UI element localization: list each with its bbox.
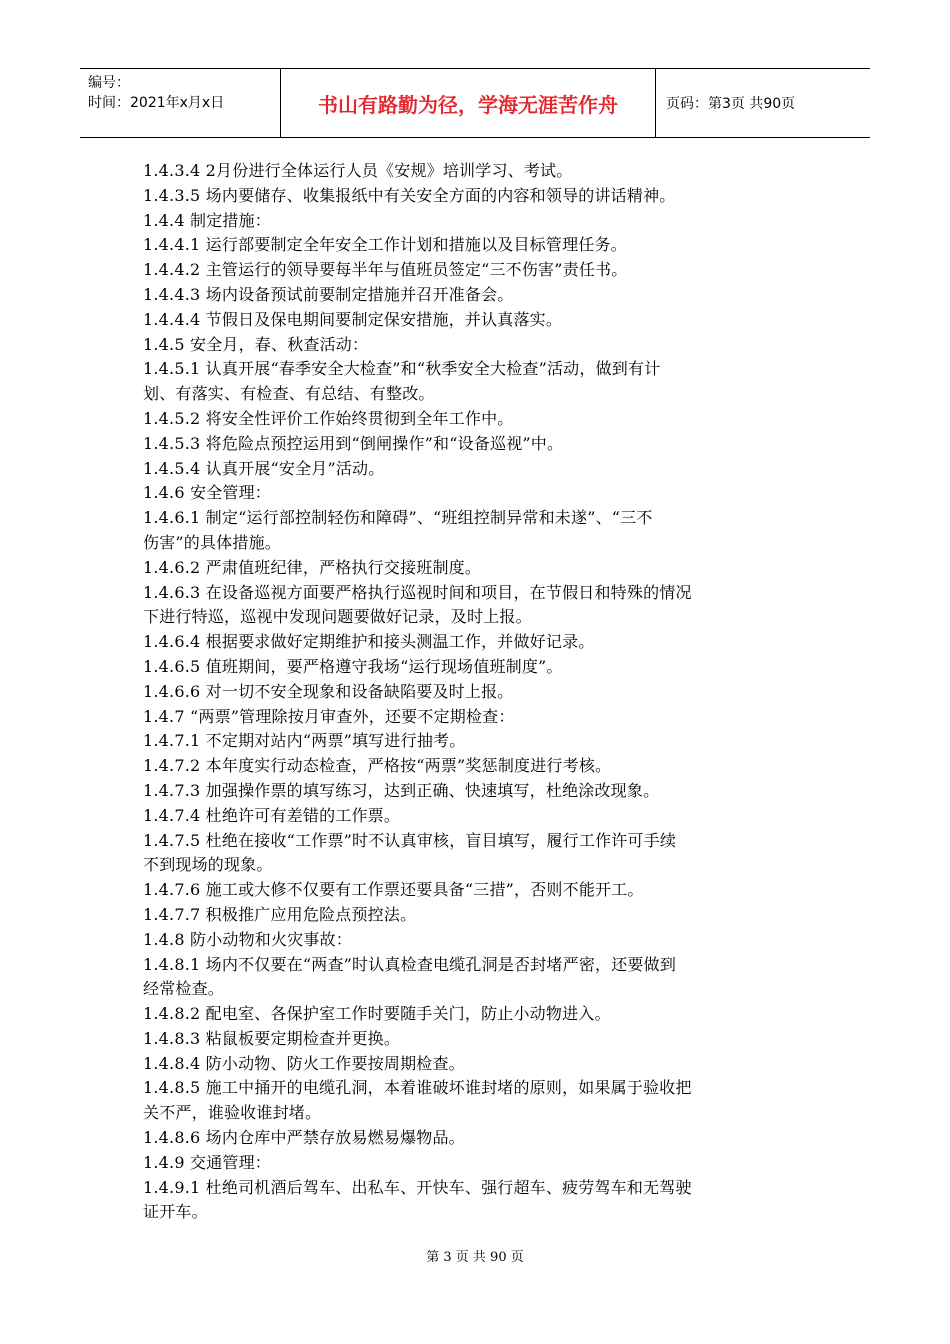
- text-line: 1.4.8.1 场内不仅要在“两查”时认真检查电缆孔洞是否封堵严密，还要做到: [143, 954, 677, 974]
- text-line: 1.4.6.5 值班期间，要严格遵守我场“运行现场值班制度”。: [143, 656, 563, 676]
- text-line: 不到现场的现象。: [143, 855, 273, 875]
- text-line: 1.4.4.2 主管运行的领导要每半年与值班员签定“三不伤害”责任书。: [143, 260, 628, 280]
- document-date-label: 时间：2021年x月x日: [88, 95, 225, 111]
- text-line: 1.4.4.1 运行部要制定全年安全工作计划和措施以及目标管理任务。: [143, 235, 627, 255]
- header-motto: 书山有路勤为径，学海无涯苦作舟: [280, 69, 656, 137]
- text-line: 1.4.4.4 节假日及保电期间要制定保安措施，并认真落实。: [143, 309, 563, 329]
- text-line: 1.4.5.4 认真开展“安全月”活动。: [143, 458, 385, 478]
- text-line: 伤害”的具体措施。: [143, 532, 281, 552]
- text-line: 1.4.6.6 对一切不安全现象和设备缺陷要及时上报。: [143, 681, 514, 701]
- header-page-info: 页码：第3页 共90页: [666, 96, 796, 112]
- text-line: 1.4.7.2 本年度实行动态检查，严格按“两票”奖惩制度进行考核。: [143, 756, 612, 776]
- text-line: 1.4.6.1 制定“运行部控制轻伤和障碍”、“班组控制异常和未遂”、“三不: [143, 508, 653, 528]
- text-line: 1.4.8.2 配电室、各保护室工作时要随手关门，防止小动物进入。: [143, 1004, 611, 1024]
- document-body: [143, 159, 808, 1225]
- text-line: 1.4.7.3 加强操作票的填写练习，达到正确、快速填写，杜绝涂改现象。: [143, 780, 660, 800]
- text-line: 证开车。: [143, 1202, 208, 1222]
- page-header: [80, 68, 870, 138]
- text-line: 下进行特巡，巡视中发现问题要做好记录，及时上报。: [143, 607, 532, 627]
- text-line: 划、有落实、有检查、有总结、有整改。: [143, 384, 435, 404]
- text-line: 1.4.8 防小动物和火灾事故：: [143, 929, 352, 949]
- page-footer: 第 3 页 共 90 页: [426, 1250, 524, 1265]
- text-line: 1.4.5.1 认真开展“春季安全大检查”和“秋季安全大检查”活动，做到有计: [143, 359, 661, 379]
- text-line: 1.4.6.3 在设备巡视方面要严格执行巡视时间和项目，在节假日和特殊的情况: [143, 582, 692, 602]
- text-line: 经常检查。: [143, 979, 225, 999]
- text-line: 1.4.3.4 2月份进行全体运行人员《安规》培训学习、考试。: [143, 161, 573, 180]
- text-line: 1.4.7.5 杜绝在接收“工作票”时不认真审核，盲目填写，履行工作许可手续: [143, 830, 677, 850]
- document-number-label: 编号：: [88, 75, 130, 91]
- text-line: 1.4.8.5 施工中捅开的电缆孔洞，本着谁破坏谁封堵的原则，如果属于验收把: [143, 1078, 692, 1098]
- text-line: 1.4.9 交通管理：: [143, 1152, 271, 1172]
- text-line: 1.4.5.2 将安全性评价工作始终贯彻到全年工作中。: [143, 408, 514, 428]
- text-line: 1.4.8.6 场内仓库中严禁存放易燃易爆物品。: [143, 1128, 465, 1148]
- text-line: 1.4.6 安全管理：: [143, 483, 271, 503]
- text-line: 1.4.7.1 不定期对站内“两票”填写进行抽考。: [143, 731, 466, 751]
- text-line: 1.4.6.2 严肃值班纪律，严格执行交接班制度。: [143, 557, 482, 577]
- text-line: 1.4.7.6 施工或大修不仅要有工作票还要具备“三措”，否则不能开工。: [143, 880, 644, 900]
- header-meta: [80, 69, 280, 137]
- text-line: 1.4.4.3 场内设备预试前要制定措施并召开准备会。: [143, 284, 514, 304]
- text-line: 1.4.6.4 根据要求做好定期维护和接头测温工作，并做好记录。: [143, 632, 595, 652]
- text-line: 1.4.3.5 场内要储存、收集报纸中有关安全方面的内容和领导的讲话精神。: [143, 185, 676, 205]
- text-line: 1.4.8.4 防小动物、防火工作要按周期检查。: [143, 1053, 465, 1073]
- text-line: 1.4.4 制定措施：: [143, 210, 271, 230]
- text-line: 1.4.7.4 杜绝许可有差错的工作票。: [143, 805, 401, 825]
- text-line: 1.4.7.7 积极推广应用危险点预控法。: [143, 904, 417, 924]
- text-line: 1.4.5 安全月，春、秋查活动：: [143, 334, 369, 354]
- text-line: 1.4.8.3 粘鼠板要定期检查并更换。: [143, 1028, 401, 1048]
- text-line: 1.4.9.1 杜绝司机酒后驾车、出私车、开快车、强行超车、疲劳驾车和无驾驶: [143, 1177, 692, 1197]
- text-line: 1.4.5.3 将危险点预控运用到“倒闸操作”和“设备巡视”中。: [143, 433, 564, 453]
- text-line: 1.4.7 “两票”管理除按月审查外，还要不定期检查：: [143, 706, 515, 726]
- text-line: 关不严，谁验收谁封堵。: [143, 1103, 322, 1123]
